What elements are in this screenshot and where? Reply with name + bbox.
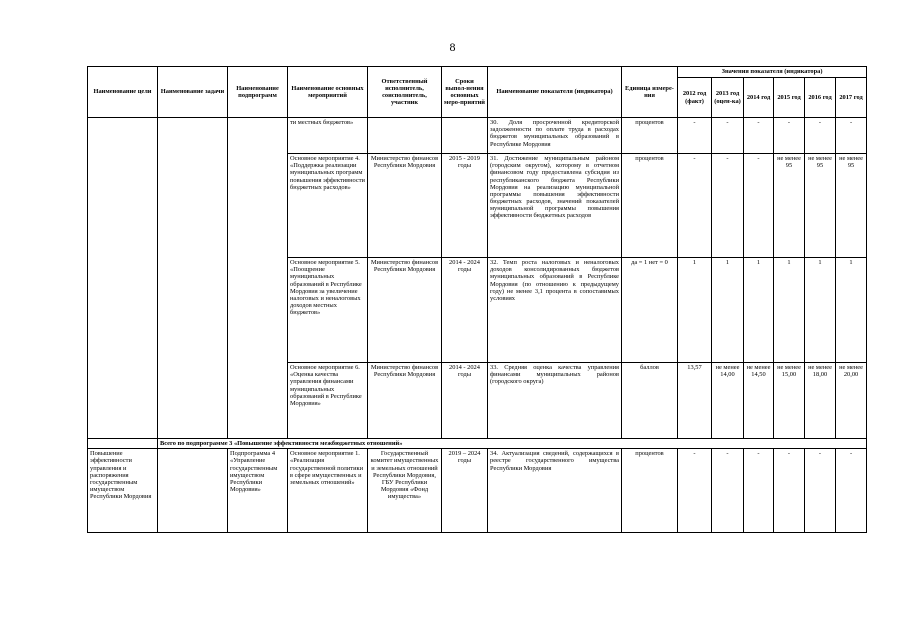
subtotal-label: Всего по подпрограмме 3 «Повышение эффективности межбюджетных отношений» [158,439,867,449]
value-cell: - [805,449,836,533]
value-cell: - [678,449,712,533]
value-cell: - [678,154,712,258]
header-measure: Наименование основных мероприятий [288,67,368,118]
unit-cell: процентов [622,449,678,533]
indicator-cell: 31. Достижение муниципальным районом (городским округом), которому в отчетном финансовом году предоставлена субсидия из республиканского бюджета Республики Мордовия на реализацию муниципальной программы повышения эффективности бюджетных расходов, значений показателей муниципальной программы повышения эффективности бюджетных расходов [488,154,622,258]
value-cell: - [805,118,836,154]
header-subprogram: Наименование подпрограмм [228,67,288,118]
value-cell: - [744,118,774,154]
value-cell: 1 [678,258,712,363]
subprogram-cell: Подпрограмма 4 «Управление государственным имуществом Республики Мордовия» [228,449,288,533]
executor-cell: Государственный комитет имущественных и земельных отношений Республики Мордовия, ГБУ Республики Мордовия «Фонд имущества» [368,449,442,533]
header-terms: Сроки выпол-нения основных меро-приятий [442,67,488,118]
executor-cell: Министерство финансов Республики Мордовия [368,154,442,258]
value-cell: не менее 14,50 [744,363,774,439]
terms-cell [442,118,488,154]
goal-cell: Повышение эффективности управления и распоряжения государственным имуществом Республики Мордовия [88,449,158,533]
value-cell: не менее 14,00 [712,363,744,439]
value-cell: - [744,154,774,258]
header-unit: Единица измере-ния [622,67,678,118]
header-year: 2013 год (оцен-ка) [712,78,744,118]
value-cell: не менее 95 [805,154,836,258]
measure-cell: Основное мероприятие 4. «Поддержка реализации муниципальных программ повышения эффективности бюджетных расходов» [288,154,368,258]
subtotal-goal-cell [88,439,158,449]
header-year: 2016 год [805,78,836,118]
unit-cell: баллов [622,363,678,439]
header-executor: Ответственный исполнитель, соисполнитель, участник [368,67,442,118]
task-cell [158,449,228,533]
header-indicator: Наименование показателя (индикатора) [488,67,622,118]
value-cell: 13,57 [678,363,712,439]
subtotal-row [88,439,867,449]
table-row [88,449,867,533]
value-cell: 1 [744,258,774,363]
header-year: 2014 год [744,78,774,118]
value-cell: 1 [805,258,836,363]
executor-cell: Министерство финансов Республики Мордовия [368,363,442,439]
measure-cell: Основное мероприятие 6. «Оценка качества управления финансами муниципальных образований в Республике Мордовия» [288,363,368,439]
value-cell: не менее 95 [836,154,867,258]
unit-cell: процентов [622,118,678,154]
header-task: Наименование задачи [158,67,228,118]
value-cell: не менее 18,00 [805,363,836,439]
unit-cell: процентов [622,154,678,258]
header-year: 2015 год [774,78,805,118]
indicator-cell: 33. Средняя оценка качества управления финансами муниципальных районов (городского округа) [488,363,622,439]
subprogram-cell [228,118,288,439]
table-row [88,118,867,154]
header-values-group: Значения показателя (индикатора) [678,67,867,78]
task-cell [158,118,228,439]
value-cell: - [744,449,774,533]
header-goal: Наименование цели [88,67,158,118]
indicators-table [87,66,867,533]
header-year: 2012 год (факт) [678,78,712,118]
value-cell: не менее 20,00 [836,363,867,439]
value-cell: не менее 95 [774,154,805,258]
terms-cell: 2019 – 2024 годы [442,449,488,533]
terms-cell: 2014 - 2024 годы [442,258,488,363]
measure-cell: ти местных бюджетов» [288,118,368,154]
terms-cell: 2014 - 2024 годы [442,363,488,439]
indicator-cell: 34. Актуализация сведений, содержащихся в реестре государственного имущества Республики Мордовия [488,449,622,533]
value-cell: - [836,449,867,533]
indicator-cell: 30. Доля просроченной кредиторской задолженности по оплате труда в расходах бюджетов муниципальных образований в Республике Мордовия [488,118,622,154]
executor-cell [368,118,442,154]
value-cell: - [712,154,744,258]
header-year: 2017 год [836,78,867,118]
value-cell: - [678,118,712,154]
value-cell: - [712,449,744,533]
value-cell: - [774,449,805,533]
value-cell: 1 [774,258,805,363]
value-cell: 1 [836,258,867,363]
terms-cell: 2015 - 2019 годы [442,154,488,258]
indicator-cell: 32. Темп роста налоговых и неналоговых доходов консолидированных бюджетов муниципальных образований в Республике Мордовия (по отношению к предыдущему году) не менее 3,1 процента в сопоставимых условиях [488,258,622,363]
measure-cell: Основное мероприятие 1. «Реализация государственной политики в сфере имущественных и земельных отношений» [288,449,368,533]
executor-cell: Министерство финансов Республики Мордовия [368,258,442,363]
measure-cell: Основное мероприятие 5. «Поощрение муниципальных образований в Республике Мордовия за увеличение налоговых и неналоговых доходов местных бюджетов» [288,258,368,363]
value-cell: - [712,118,744,154]
value-cell: - [774,118,805,154]
value-cell: 1 [712,258,744,363]
value-cell: не менее 15,00 [774,363,805,439]
goal-cell [88,118,158,439]
unit-cell: да = 1 нет = 0 [622,258,678,363]
page-number: 8 [449,40,456,54]
value-cell: - [836,118,867,154]
